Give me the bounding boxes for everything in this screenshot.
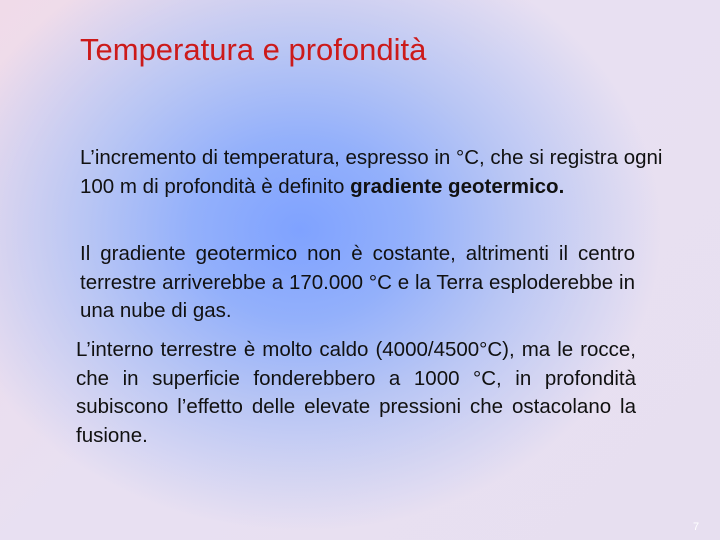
gradient-term: gradiente geotermico (350, 174, 559, 198)
paragraph-1-suffix: . (558, 174, 565, 198)
paragraph-gradient-variation: Il gradiente geotermico non è costante, altrimenti il centro terrestre arriverebbe a 170.000 °C e la Terra esploderebbe in una nube di gas. (80, 242, 635, 322)
slide-title: Temperatura e profondità (80, 32, 427, 67)
paragraph-1-text: L’incremento di temperatura, espresso in °C, che si registra ogni 100 m di profondità è definito (80, 146, 663, 198)
slide-number: 7 (693, 521, 700, 533)
paragraph-gradient-definition (80, 144, 680, 201)
paragraph-interior-heat: L’interno terrestre è molto caldo (4000/4500°C), ma le rocce, che in superficie fonderebbero a 1000 °C, in profondità subiscono l’effetto delle elevate pressioni che ostacolano la fusione. (76, 338, 636, 447)
